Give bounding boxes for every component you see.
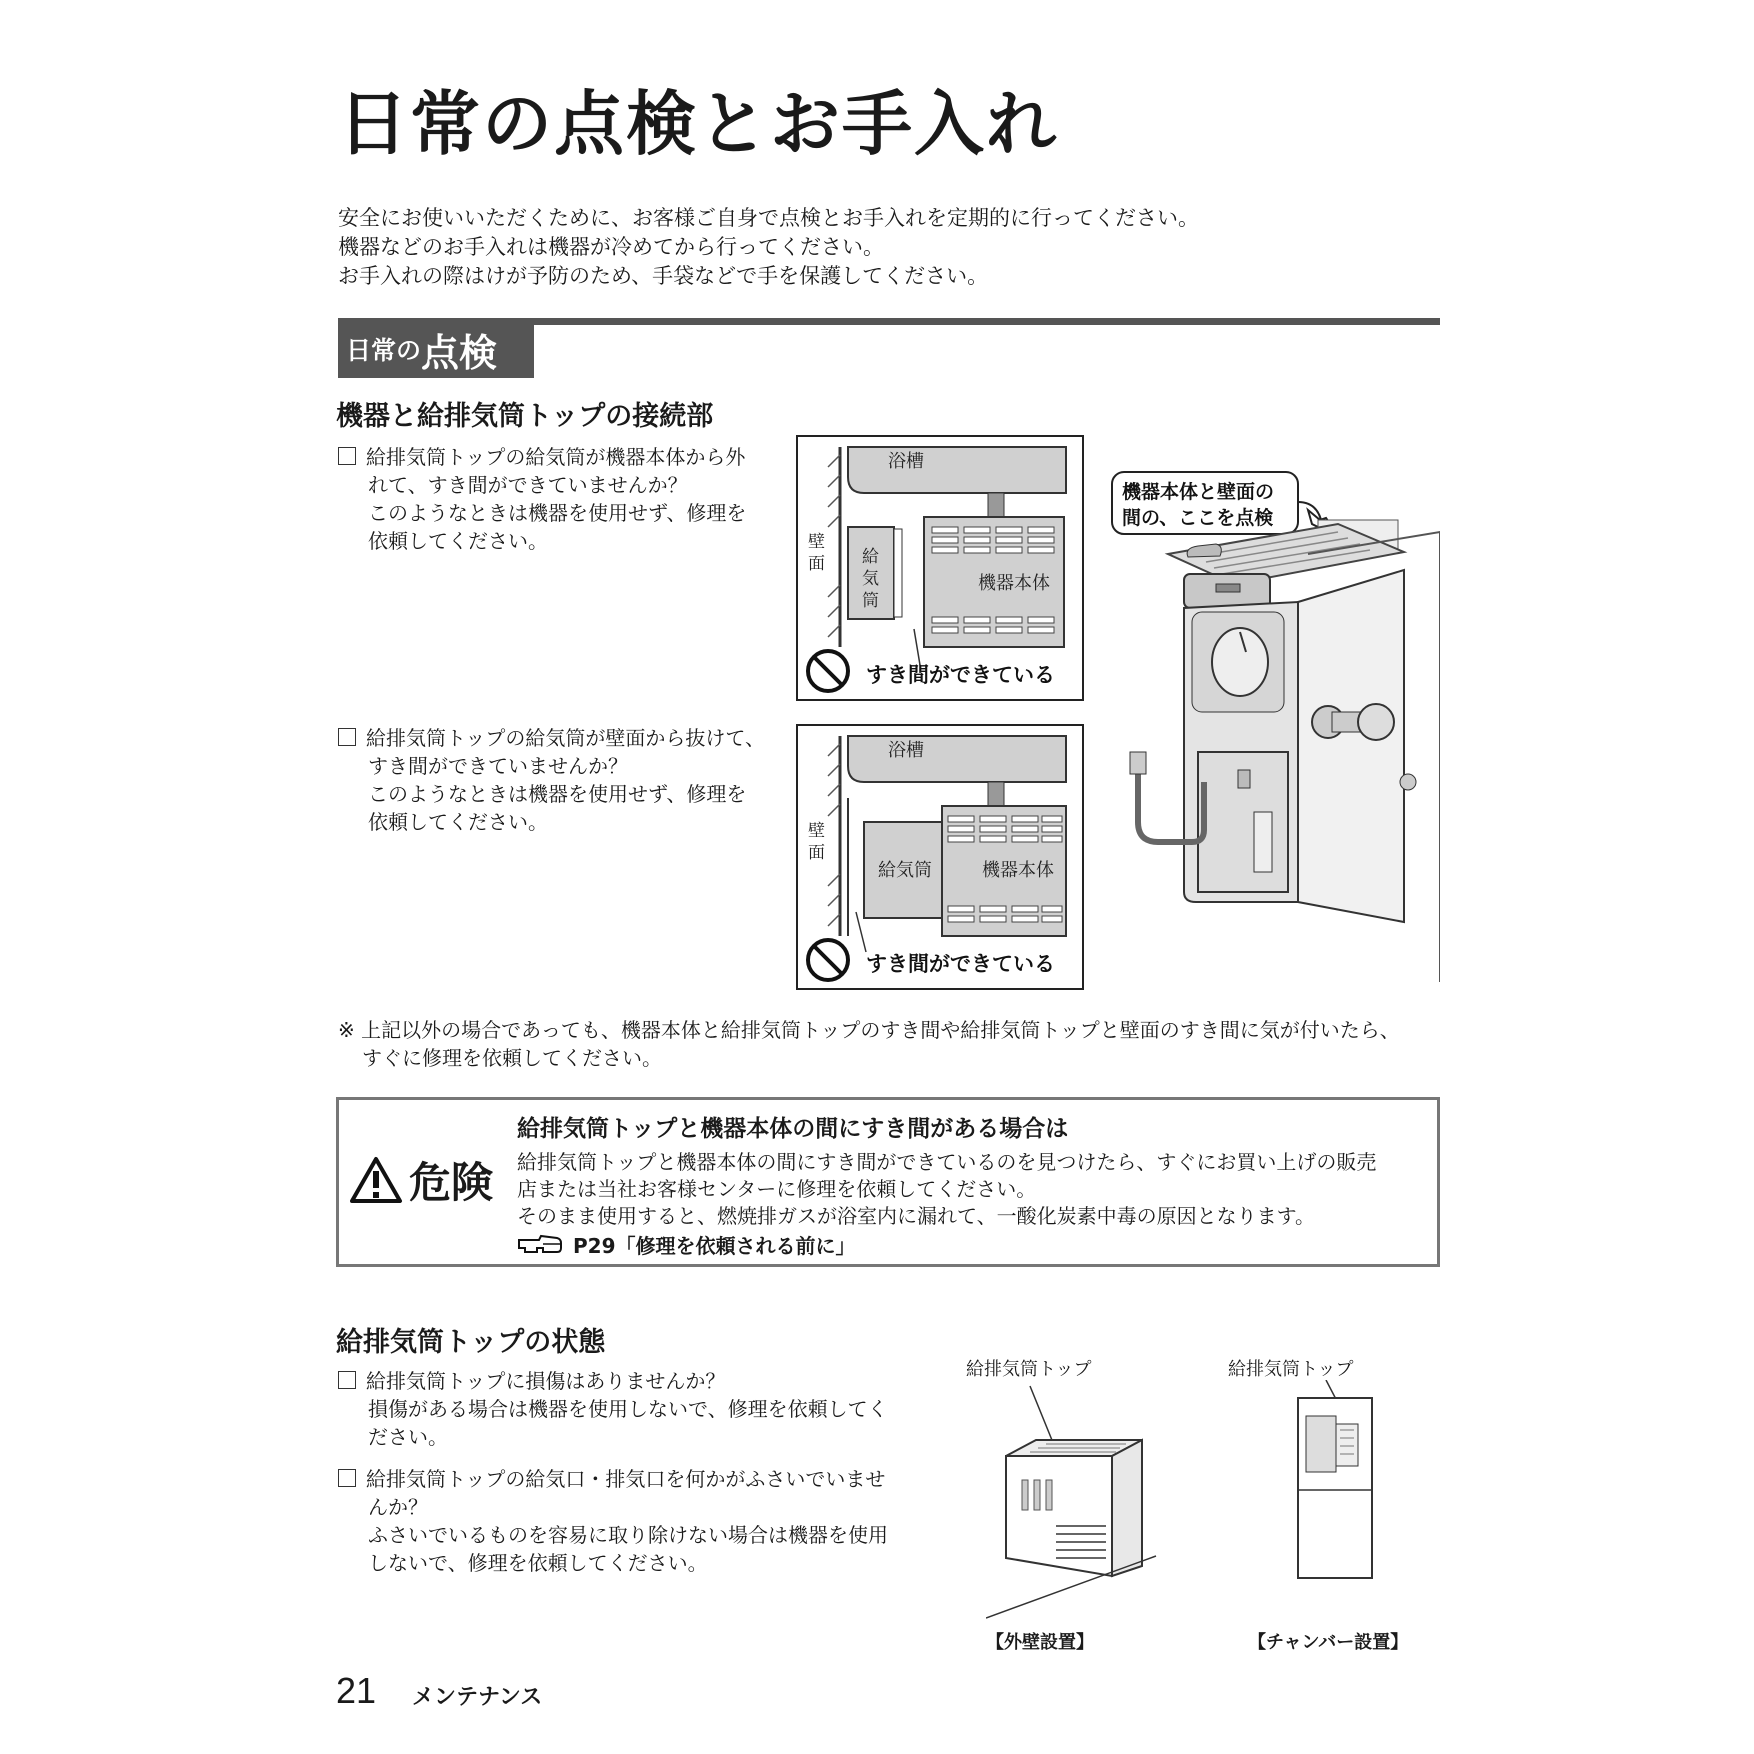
svg-text:壁: 壁: [808, 532, 825, 552]
connection-heading: 機器と給排気筒トップの接続部: [336, 401, 714, 432]
danger-line: そのまま使用すると、燃焼排ガスが浴室内に漏れて、一酸化炭素中毒の原因となります。: [517, 1204, 1315, 1228]
diagram-gap-wall-drawing: [798, 726, 1082, 988]
fig2-caption: 【チャンバー設置】: [1248, 1632, 1409, 1653]
section-tab-big: 点検: [421, 330, 498, 375]
svg-text:すき間ができている: すき間ができている: [866, 663, 1055, 687]
svg-text:面: 面: [808, 554, 825, 574]
supplementary-note: [338, 1016, 1400, 1072]
svg-text:機器本体: 機器本体: [978, 573, 1050, 594]
section-tab: [338, 320, 534, 378]
svg-text:機器本体: 機器本体: [982, 860, 1054, 881]
diagram-gap-unit-drawing: [798, 437, 1082, 699]
danger-line: 給排気筒トップと機器本体の間にすき間ができているのを見つけたら、すぐにお買い上げの販売: [517, 1150, 1377, 1174]
check-item-1: 給排気筒トップの給気筒が機器本体から外 れて、すき間ができていませんか？ このようなときは機器を使用せず、修理を 依頼してください。: [338, 443, 746, 555]
state-heading: 給排気筒トップの状態: [336, 1327, 606, 1358]
danger-line: 店または当社お客様センターに修理を依頼してください。: [517, 1177, 1037, 1201]
checkbox-icon: [338, 447, 356, 465]
state-item-2: 給排気筒トップの給気口・排気口を何かがふさいでいませ んか？ ふさいでいるものを容易に取り除けない場合は機器を使用 しないで、修理を依頼してください。: [338, 1465, 888, 1577]
svg-text:浴槽: 浴槽: [888, 451, 924, 472]
reference-link[interactable]: P29「修理を依頼される前に」: [573, 1234, 856, 1258]
note-line: すぐに修理を依頼してください。: [362, 1046, 662, 1070]
fig1-label: 給排気筒トップ: [966, 1359, 1092, 1380]
vent-top-exterior-illustration: [986, 1380, 1186, 1620]
danger-title: 給排気筒トップと機器本体の間にすき間がある場合は: [517, 1116, 1069, 1142]
danger-word: 危険: [409, 1158, 494, 1207]
svg-text:気: 気: [862, 569, 879, 589]
svg-text:浴槽: 浴槽: [888, 740, 924, 761]
state-item-1: 給排気筒トップに損傷はありませんか？ 損傷がある場合は機器を使用しないで、修理を依頼してく ださい。: [338, 1367, 888, 1451]
note-line: ※ 上記以外の場合であっても、機器本体と給排気筒トップのすき間や給排気筒トップと壁面のすき間に気が付いたら、: [338, 1018, 1400, 1042]
page-reference[interactable]: [517, 1230, 1376, 1259]
danger-label: [349, 1150, 493, 1210]
diagram-gap-wall: [796, 724, 1084, 990]
intro-line: 機器などのお手入れは機器が冷めてから行ってください。: [338, 235, 884, 259]
checkbox-icon: [338, 1469, 356, 1487]
fig2-label: 給排気筒トップ: [1228, 1359, 1354, 1380]
pointing-hand-icon: [517, 1234, 563, 1256]
svg-text:壁: 壁: [808, 821, 825, 841]
intro-line: お手入れの際はけが予防のため、手袋などで手を保護してください。: [338, 264, 989, 288]
warning-triangle-icon: [349, 1156, 403, 1204]
section-tab-small: 日常の: [346, 336, 422, 365]
svg-text:給気筒: 給気筒: [878, 860, 932, 881]
page-number: 21: [336, 1670, 377, 1711]
svg-text:筒: 筒: [862, 591, 879, 611]
footer-section: メンテナンス: [412, 1685, 543, 1710]
danger-body: [517, 1110, 1376, 1259]
checkbox-icon: [338, 728, 356, 746]
svg-text:給: 給: [862, 547, 879, 567]
svg-text:面: 面: [808, 843, 825, 863]
water-heater-illustration: [1108, 462, 1440, 982]
danger-box: [336, 1097, 1440, 1267]
callout-line-1: 機器本体と壁面の: [1122, 481, 1275, 503]
intro-line: 安全にお使いいただくために、お客様ご自身で点検とお手入れを定期的に行ってください。: [338, 206, 1199, 230]
intro-text: [338, 204, 1199, 291]
fig1-caption: 【外壁設置】: [986, 1632, 1094, 1653]
vent-top-chamber-illustration: [1290, 1380, 1400, 1580]
callout-line-2: 間の、ここを点検: [1122, 507, 1274, 529]
svg-text:すき間ができている: すき間ができている: [866, 952, 1055, 976]
checkbox-icon: [338, 1371, 356, 1389]
diagram-gap-unit: [796, 435, 1084, 701]
check-item-2: 給排気筒トップの給気筒が壁面から抜けて、 すき間ができていませんか？ このようなときは機器を使用せず、修理を 依頼してください。: [338, 724, 765, 836]
page-title: 日常の点検とお手入れ: [338, 83, 1058, 165]
